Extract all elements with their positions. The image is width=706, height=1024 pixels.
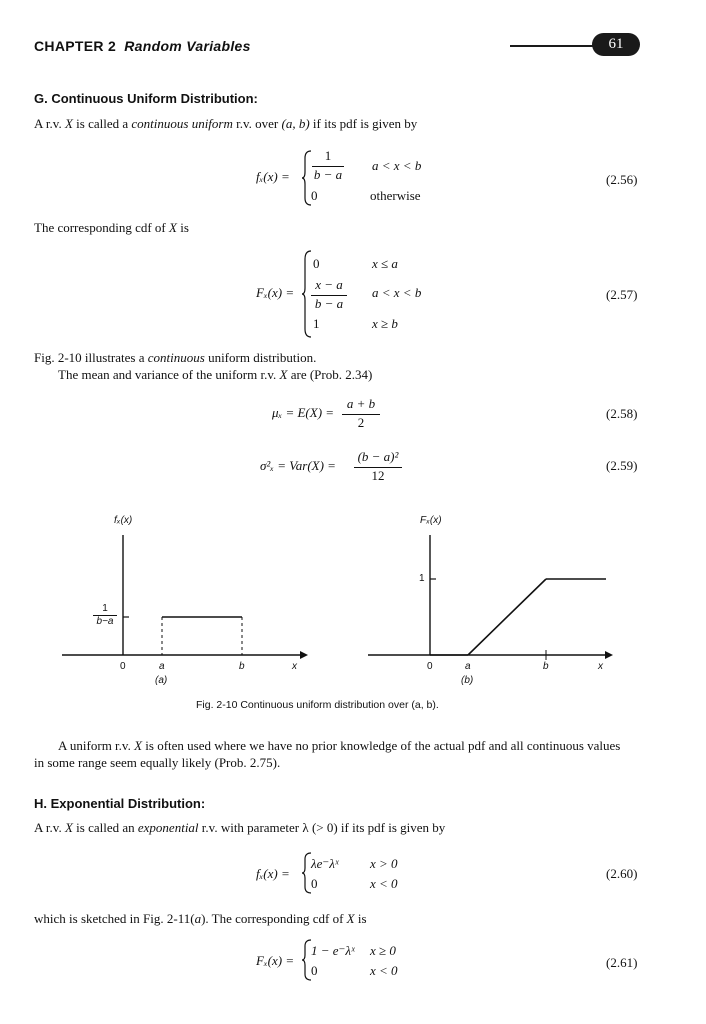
eq-2-58-numerator: a + b xyxy=(346,396,376,411)
figure-b-tick-1: 1 xyxy=(419,573,425,584)
eq-2-56-numerator: 1 xyxy=(324,148,332,163)
eq-2-56-number: (2.56) xyxy=(606,172,638,187)
figure-caption: Fig. 2-10 Continuous uniform distribution over (a, b). xyxy=(196,699,439,711)
eq-2-61-lhs: Fₓ(x) = xyxy=(256,953,295,968)
eq-2-59-lhs: σ²ₓ = Var(X) = xyxy=(260,458,336,473)
eq-2-61-val1: 1 − e⁻λˣ xyxy=(311,943,355,958)
cdf-intro: The corresponding cdf of X is xyxy=(34,220,189,235)
section-h-intro: A r.v. X is called an exponential r.v. with parameter λ (> 0) if its pdf is given by xyxy=(34,820,446,835)
eq-2-56-cond1: a < x < b xyxy=(372,158,422,173)
eq-2-60-cond1: x > 0 xyxy=(370,856,398,871)
figure-a-ylabel: fₓ(x) xyxy=(114,515,133,526)
figure-a-plot xyxy=(62,535,308,659)
eq-2-60-number: (2.60) xyxy=(606,866,638,881)
eq-2-57-lhs: Fₓ(x) = xyxy=(256,285,295,300)
figure-b-tick-a: a xyxy=(465,661,471,672)
eq-2-60-val1: λe⁻λˣ xyxy=(311,856,339,871)
sketch-text: which is sketched in Fig. 2-11(a). The corresponding cdf of X is xyxy=(34,911,367,926)
eq-2-57-number: (2.57) xyxy=(606,287,638,302)
mean-var-text: The mean and variance of the uniform r.v. X are (Prob. 2.34) xyxy=(58,367,373,382)
figure-a-tick-0: 0 xyxy=(120,661,126,672)
figure-b-x-arrow xyxy=(605,651,613,659)
figure-a-tick-a: a xyxy=(159,661,165,672)
figure-b-plot xyxy=(368,535,613,660)
section-h-heading: H. Exponential Distribution: xyxy=(34,796,206,811)
eq-2-57-cond1: x ≤ a xyxy=(372,256,398,271)
eq-2-58-lhs: μₓ = E(X) = xyxy=(272,405,335,420)
eq-2-56-val2: 0 xyxy=(311,188,318,203)
eq-2-57-cond2: a < x < b xyxy=(372,285,422,300)
figure-a-tick-x: x xyxy=(292,661,297,672)
figure-a-sublabel: (a) xyxy=(155,675,168,686)
eq-2-57-val3: 1 xyxy=(313,316,320,331)
eq-2-60-lhs: fₓ(x) = xyxy=(256,866,290,881)
eq-2-61-number: (2.61) xyxy=(606,955,638,970)
uniform-usage-para-line1: A uniform r.v. X is often used where we have no prior knowledge of the actual pdf and all continuous values xyxy=(58,738,621,753)
figure-b-ylabel: Fₓ(x) xyxy=(420,515,442,526)
chapter-number: CHAPTER 2 xyxy=(34,38,117,54)
eq-2-57-cond3: x ≥ b xyxy=(372,316,398,331)
figure-a-x-arrow xyxy=(300,651,308,659)
eq-2-61-cond1: x ≥ 0 xyxy=(370,943,396,958)
eq-2-58-denominator: 2 xyxy=(357,415,365,430)
uniform-usage-para-line2: in some range seem equally likely (Prob. 2.75). xyxy=(34,755,281,770)
eq-2-57-denominator: b − a xyxy=(314,296,344,311)
figure-a-tick-b: b xyxy=(239,661,245,672)
eq-2-56-cond2: otherwise xyxy=(370,188,421,203)
section-g-intro: A r.v. X is called a continuous uniform r.v. over (a, b) if its pdf is given by xyxy=(34,116,418,131)
figure-b-ramp xyxy=(468,579,546,655)
eq-2-61-cond2: x < 0 xyxy=(370,963,398,978)
figure-b-tick-x: x xyxy=(598,661,603,672)
figure-b-tick-0: 0 xyxy=(427,661,433,672)
figure-b-sublabel: (b) xyxy=(461,675,474,686)
eq-2-58-number: (2.58) xyxy=(606,406,638,421)
eq-2-56-denominator: b − a xyxy=(313,167,343,182)
eq-2-60-cond2: x < 0 xyxy=(370,876,398,891)
section-g-heading: G. Continuous Uniform Distribution: xyxy=(34,91,258,106)
eq-2-59-denominator: 12 xyxy=(371,468,385,483)
figure-a-frac-label: 1 b−a xyxy=(92,603,118,628)
eq-2-59-numerator: (b − a)² xyxy=(357,449,399,464)
eq-2-56-lhs: fₓ(x) = xyxy=(256,169,290,184)
chapter-title: Random Variables xyxy=(124,38,251,54)
page-number: 61 xyxy=(608,36,624,52)
eq-2-60-val2: 0 xyxy=(311,876,318,891)
figure-b-tick-b: b xyxy=(543,661,549,672)
eq-2-59-number: (2.59) xyxy=(606,458,638,473)
eq-2-61-val2: 0 xyxy=(311,963,318,978)
eq-2-57-val1: 0 xyxy=(313,256,320,271)
eq-2-57-numerator: x − a xyxy=(315,277,343,292)
fig-ref-text: Fig. 2-10 illustrates a continuous uniform distribution. xyxy=(34,350,317,365)
